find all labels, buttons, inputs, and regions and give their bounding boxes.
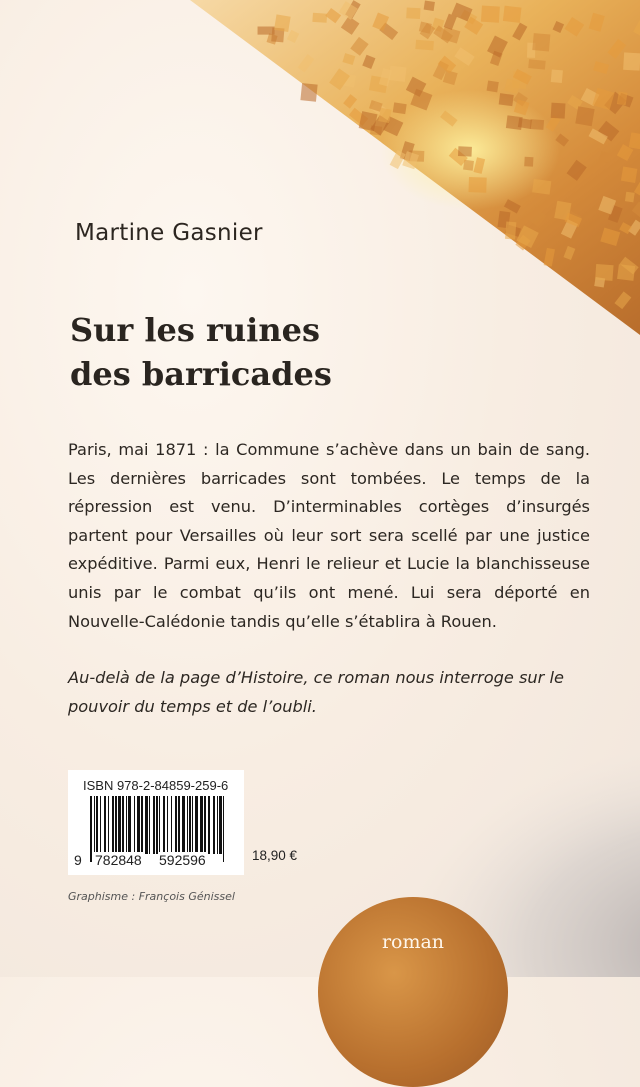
barcode-bar <box>96 796 98 854</box>
barcode-bar <box>213 796 215 854</box>
barcode-bar <box>187 796 188 854</box>
barcode-bar <box>126 796 127 854</box>
barcode-bar <box>137 796 140 854</box>
book-title <box>70 308 332 396</box>
author-name: Martine Gasnier <box>75 220 263 246</box>
barcode-bar <box>217 796 218 854</box>
barcode-bar <box>156 796 158 854</box>
genre-badge <box>318 897 508 1087</box>
barcode-bar <box>219 796 222 854</box>
barcode-bar <box>134 796 135 854</box>
design-credit: Graphisme : François Génissel <box>68 890 235 903</box>
barcode-bar <box>145 796 148 854</box>
price: 18,90 € <box>252 848 298 863</box>
barcode-bar <box>163 796 165 854</box>
barcode-bar <box>208 796 210 854</box>
isbn: ISBN 978-2-84859-259-6 <box>83 778 229 793</box>
barcode-bar <box>204 796 206 854</box>
summary-paragraph: Paris, mai 1871 : la Commune s’achève dans un bain de sang. Les dernières barricades sont tombées. Le temps de la répression est venu. D’interminables cortèges d’insurgés partent pour Versailles où leur sort sera scellé par une justice expéditive. Parmi eux, Henri le relieur et Lucie la blanchisseuse unis par le combat qu’ils ont mené. Lui sera déporté en Nouvelle-Calédonie tandis qu’elle s’établira à Rouen. <box>68 440 590 631</box>
barcode-bar <box>178 796 180 854</box>
barcode-bar <box>115 796 117 854</box>
barcode-bar <box>167 796 168 854</box>
barcode-digit: 9 <box>74 852 82 868</box>
barcode-bar <box>90 796 92 862</box>
barcode-bar <box>128 796 131 854</box>
barcode-bar <box>171 796 172 854</box>
barcode-bar <box>189 796 191 854</box>
blurb <box>68 436 590 749</box>
barcode-box <box>68 770 244 875</box>
barcode-bar <box>122 796 124 854</box>
barcode-bar <box>94 796 95 854</box>
barcode-bar <box>192 796 193 854</box>
barcode-bar <box>141 796 143 854</box>
barcode-bar <box>112 796 114 854</box>
barcode-bar <box>200 796 203 854</box>
barcode-bar <box>104 796 106 854</box>
barcode-bar <box>182 796 185 854</box>
genre-label: roman <box>381 931 445 953</box>
tagline: Au-delà de la page d’Histoire, ce roman nous interroge sur le pouvoir du temps et de l’oubli. <box>68 668 564 716</box>
barcode-bar <box>223 796 224 862</box>
barcode-digits: 592596 <box>159 852 206 868</box>
barcode-bar <box>149 796 150 854</box>
barcode-bar <box>108 796 109 854</box>
barcode-bar <box>100 796 101 854</box>
barcode-bar <box>195 796 198 854</box>
barcode-digits: 782848 <box>95 852 142 868</box>
barcode-bar <box>118 796 121 854</box>
title-line: des barricades <box>70 355 332 393</box>
barcode-bar <box>175 796 177 854</box>
barcode-bar <box>153 796 155 854</box>
title-line: Sur les ruines <box>70 311 320 349</box>
